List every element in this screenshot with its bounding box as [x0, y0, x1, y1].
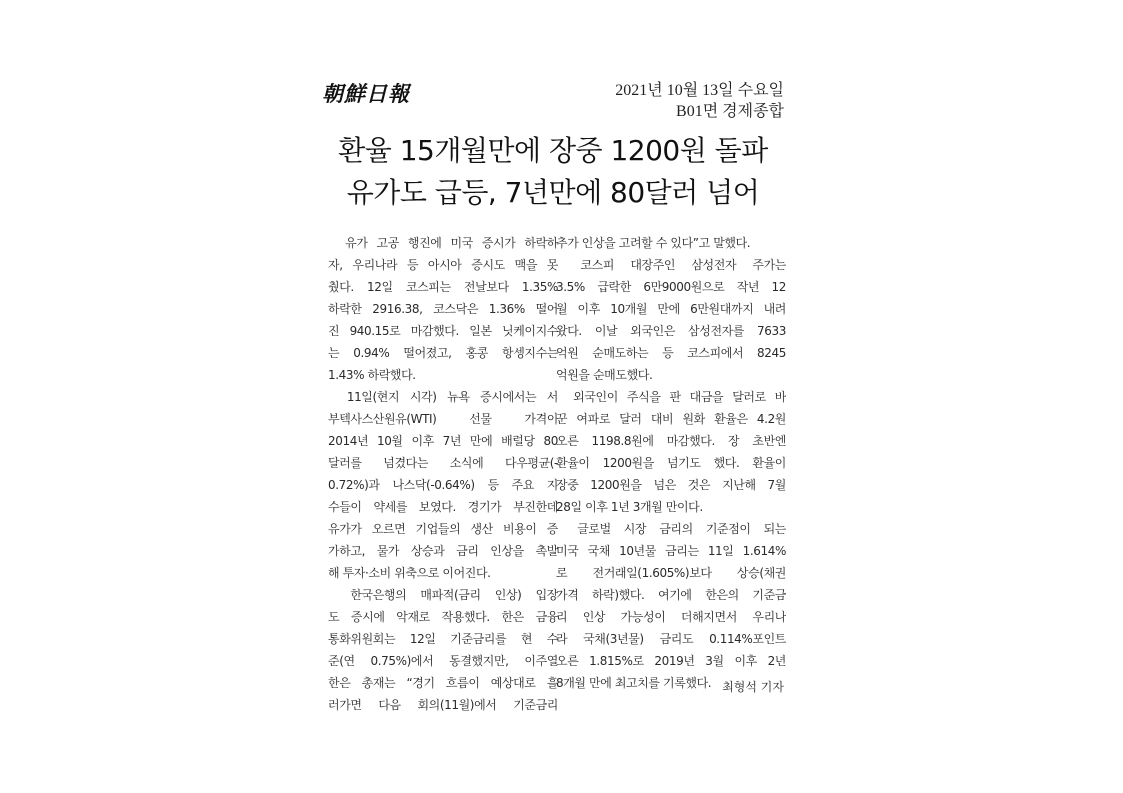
text-line: 라 국채(3년물) 금리도 0.114%포인트 [556, 632, 786, 646]
text-line: 장중 1200원을 넘은 것은 지난해 7월 [556, 478, 786, 492]
text-line: 달러를 넘겼다는 소식에 다우평균(- [328, 456, 558, 470]
text-line: 진 940.15로 마감했다. 일본 닛케이지수 [328, 324, 558, 338]
text-line: 꾼 여파로 달러 대비 원화 환율은 4.2원 [556, 412, 786, 426]
text-line: 오른 1.815%로 2019년 3월 이후 2년 [556, 654, 786, 668]
text-line: 리 인상 가능성이 더해지면서 우리나 [556, 610, 786, 624]
text-line: 코스피 대장주인 삼성전자 주가는 [556, 258, 786, 272]
text-line: 가격 하락)했다. 여기에 한은의 기준금 [556, 588, 786, 602]
text-line: 환율이 1200원을 넘기도 했다. 환율이 [556, 456, 786, 470]
headline-line-1: 환율 15개월만에 장중 1200원 돌파 [338, 134, 768, 167]
text-line: 억원 순매도하는 등 코스피에서 8245 [556, 346, 786, 360]
text-line: 2014년 10월 이후 7년 만에 배럴당 80 [328, 434, 558, 448]
text-line: 한은 총재는 “경기 흐름이 예상대로 흘 [328, 676, 558, 690]
article-headline [322, 130, 784, 214]
article-column-left [328, 232, 558, 716]
text-line: 준(연 0.75%)에서 동결했지만, 이주열 [328, 654, 558, 668]
text-line: 췄다. 12일 코스피는 전날보다 1.35% [328, 280, 558, 294]
text-line: 러가면 다음 회의(11월)에서 기준금리 [328, 698, 558, 712]
text-line: 추가 인상을 고려할 수 있다”고 말했다. [556, 236, 751, 250]
text-line: 는 0.94% 떨어졌고, 홍콩 항셍지수는 [328, 346, 558, 360]
text-line: 하락한 2916.38, 코스닥은 1.36% 떨어 [328, 302, 558, 316]
text-line: 유가가 오르면 기업들의 생산 비용이 증 [328, 522, 558, 536]
text-line: 부텍사스산원유(WTI) 선물 가격이 [328, 412, 558, 426]
text-line: 유가 고공 행진에 미국 증시가 하락하 [328, 236, 558, 250]
text-line: 0.72%)과 나스닥(-0.64%) 등 주요 지 [328, 478, 558, 492]
text-line: 수들이 약세를 보였다. 경기가 부진한데 [328, 500, 558, 514]
text-line: 오른 1198.8원에 마감했다. 장 초반엔 [556, 434, 786, 448]
article-meta [615, 80, 784, 122]
text-line: 한국은행의 매파적(금리 인상) 입장 [328, 588, 558, 602]
text-line: 자, 우리나라 등 아시아 증시도 맥을 못 [328, 258, 558, 272]
text-line: 미국 국채 10년물 금리는 11일 1.614% [556, 544, 786, 558]
text-line: 월 이후 10개월 만에 6만원대까지 내려 [556, 302, 786, 316]
text-line: 로 전거래일(1.605%)보다 상승(채권 [556, 566, 786, 580]
article-byline: 최형석 기자 [722, 680, 784, 694]
text-line: 외국인이 주식을 판 대금을 달러로 바 [556, 390, 786, 404]
newspaper-masthead: 朝鮮日報 [322, 81, 410, 106]
text-line: 억원을 순매도했다. [556, 368, 653, 382]
text-line: 통화위원회는 12일 기준금리를 현 수 [328, 632, 558, 646]
text-line: 11일(현지 시각) 뉴욕 증시에서는 서 [328, 390, 558, 404]
article-column-right [556, 232, 786, 694]
text-line: 1.43% 하락했다. [328, 368, 416, 382]
text-line: 가하고, 물가 상승과 금리 인상을 촉발 [328, 544, 558, 558]
text-line: 8개월 만에 최고치를 기록했다. [556, 676, 712, 690]
text-line: 왔다. 이날 외국인은 삼성전자를 7633 [556, 324, 786, 338]
publication-date: 2021년 10월 13일 수요일 [615, 82, 784, 99]
text-line: 해 투자·소비 위축으로 이어진다. [328, 566, 491, 580]
text-line: 28일 이후 1년 3개월 만이다. [556, 500, 703, 514]
page-section: B01면 경제종합 [676, 103, 784, 120]
text-line: 글로벌 시장 금리의 기준점이 되는 [556, 522, 786, 536]
text-line: 3.5% 급락한 6만9000원으로 작년 12 [556, 280, 786, 294]
headline-line-2: 유가도 급등, 7년만에 80달러 넘어 [346, 176, 760, 209]
text-line: 도 증시에 악재로 작용했다. 한은 금융 [328, 610, 558, 624]
